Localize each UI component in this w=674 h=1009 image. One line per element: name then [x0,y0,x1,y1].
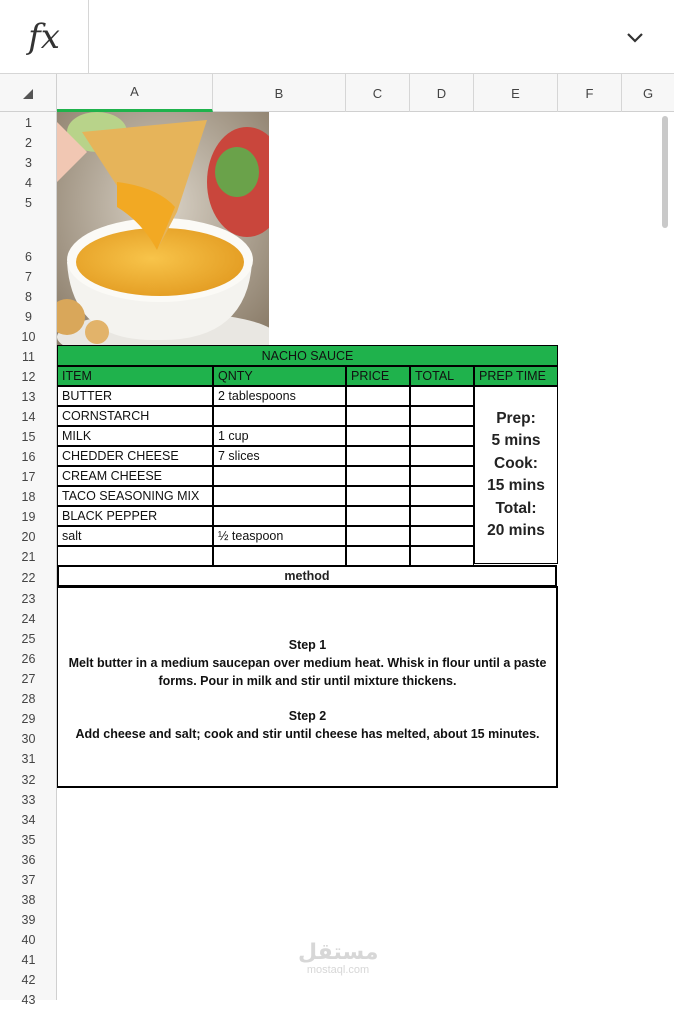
ingredient-total-cell[interactable] [410,546,474,566]
row-header-35[interactable]: 35 [21,833,36,847]
ingredient-item-cell[interactable]: MILK [57,426,213,446]
row-header-14[interactable]: 14 [21,410,36,424]
row-header-25[interactable]: 25 [21,632,36,646]
ingredient-price-cell[interactable] [346,446,410,466]
ingredient-item-cell[interactable]: BLACK PEPPER [57,506,213,526]
row-header-26[interactable]: 26 [21,652,36,666]
column-header-c[interactable]: C [346,74,410,112]
select-all-icon [22,88,34,100]
row-header-13[interactable]: 13 [21,390,36,404]
mostaql-watermark [298,940,378,980]
header-price-cell[interactable]: PRICE [346,366,410,386]
step2-title: Step 2 [288,709,327,723]
ingredient-item-cell[interactable] [57,546,213,566]
row-header-37[interactable]: 37 [21,873,36,887]
column-header-d[interactable]: D [410,74,474,112]
total-value: 20 mins [487,522,545,539]
total-label: Total: [495,499,537,517]
row-header-24[interactable]: 24 [21,612,36,626]
row-header-39[interactable]: 39 [21,913,36,927]
ingredient-total-cell[interactable] [410,426,474,446]
ingredient-price-cell[interactable] [346,406,410,426]
column-header-bar [0,74,674,112]
row-header-21[interactable]: 21 [21,550,36,564]
ingredient-item-cell[interactable]: CORNSTARCH [57,406,213,426]
select-all-corner[interactable] [0,74,57,112]
row-header-6[interactable]: 6 [25,250,32,264]
recipe-title-cell[interactable]: NACHO SAUCE [57,345,558,366]
ingredient-total-cell[interactable] [410,466,474,486]
watermark-arabic: مستقل [298,939,379,964]
ingredient-total-cell[interactable] [410,486,474,506]
ingredient-total-cell[interactable] [410,406,474,426]
row-header-15[interactable]: 15 [21,430,36,444]
watermark-latin: mostaql.com [306,964,370,976]
row-header-bar [0,112,57,1007]
row-header-41[interactable]: 41 [21,953,36,967]
ingredient-price-cell[interactable] [346,426,410,446]
step1-line1: Melt butter in a medium saucepan over medium heat. Whisk in flour until a paste [68,656,547,670]
ingredient-price-cell[interactable] [346,386,410,406]
row-header-5[interactable]: 5 [25,196,32,210]
row-header-1[interactable]: 1 [25,116,32,130]
column-header-g[interactable]: G [642,85,654,101]
ingredient-price-cell[interactable] [346,506,410,526]
ingredient-item-cell[interactable]: salt [57,526,213,546]
column-header-e[interactable]: E [474,74,558,112]
header-qnty-cell[interactable]: QNTY [213,366,346,386]
row-header-23[interactable]: 23 [21,592,36,606]
fx-icon[interactable]: fx [0,0,89,73]
column-header-f[interactable]: F [558,74,622,112]
row-header-7[interactable]: 7 [25,270,32,284]
row-header-40[interactable]: 40 [21,933,36,947]
row-header-38[interactable]: 38 [21,893,36,907]
step1-line2: forms. Pour in milk and stir until mixture thickens. [158,674,457,688]
row-header-28[interactable]: 28 [21,692,36,706]
row-header-43[interactable]: 43 [21,993,36,1007]
prep-label: Prep: [496,409,536,427]
row-header-4[interactable]: 4 [25,176,32,190]
ingredient-qnty-cell[interactable] [213,466,346,486]
row-header-22[interactable]: 22 [21,571,36,585]
ingredient-qnty-cell[interactable]: ½ teaspoon [213,526,346,546]
prep-value: 5 mins [491,432,541,449]
ingredient-item-cell[interactable]: CREAM CHEESE [57,466,213,486]
ingredient-qnty-cell[interactable] [213,506,346,526]
row-header-11[interactable]: 11 [22,350,35,364]
column-header-b[interactable]: B [213,74,346,112]
row-header-20[interactable]: 20 [21,530,36,544]
ingredient-qnty-cell[interactable] [213,546,346,566]
step2-line1: Add cheese and salt; cook and stir until cheese has melted, about 15 minutes. [75,727,540,741]
cook-value: 15 mins [487,477,545,494]
ingredient-qnty-cell[interactable]: 7 slices [213,446,346,466]
row-header-3[interactable]: 3 [25,156,32,170]
ingredient-qnty-cell[interactable]: 2 tablespoons [213,386,346,406]
row-header-34[interactable]: 34 [21,813,36,827]
ingredient-qnty-cell[interactable] [213,406,346,426]
row-header-10[interactable]: 10 [21,330,36,344]
ingredient-total-cell[interactable] [410,526,474,546]
formula-input[interactable] [96,20,606,54]
row-header-42[interactable]: 42 [21,973,36,987]
row-header-16[interactable]: 16 [21,450,36,464]
row-header-17[interactable]: 17 [21,470,36,484]
vertical-scrollbar[interactable] [662,116,668,228]
row-header-31[interactable]: 31 [21,752,36,766]
header-item-cell[interactable]: ITEM [57,366,213,386]
row-header-18[interactable]: 18 [21,490,36,504]
row-header-12[interactable]: 12 [21,370,36,384]
row-header-36[interactable]: 36 [21,853,36,867]
step1-title: Step 1 [288,638,327,652]
ingredient-qnty-cell[interactable]: 1 cup [213,426,346,446]
ingredient-total-cell[interactable] [410,506,474,526]
prep-time-cell[interactable] [474,386,558,564]
ingredient-price-cell[interactable] [346,486,410,506]
header-total-cell[interactable]: TOTAL [410,366,474,386]
row-header-9[interactable]: 9 [25,310,32,324]
row-header-32[interactable]: 32 [21,773,36,787]
column-header-a[interactable]: A [57,74,213,112]
row-header-29[interactable]: 29 [21,712,36,726]
ingredient-price-cell[interactable] [346,546,410,566]
ingredient-item-cell[interactable]: TACO SEASONING MIX [57,486,213,506]
ingredient-total-cell[interactable] [410,386,474,406]
row-header-27[interactable]: 27 [21,672,36,686]
ingredient-qnty-cell[interactable] [213,486,346,506]
row-header-30[interactable]: 30 [21,732,36,746]
ingredient-price-cell[interactable] [346,526,410,546]
row-header-8[interactable]: 8 [25,290,32,304]
ingredient-total-cell[interactable] [410,446,474,466]
ingredient-item-cell[interactable]: BUTTER [57,386,213,406]
row-header-19[interactable]: 19 [21,510,36,524]
row-header-33[interactable]: 33 [21,793,36,807]
chevron-down-icon[interactable] [620,24,650,52]
nacho-sauce-photo[interactable] [57,112,269,345]
method-header-cell[interactable]: method [57,565,557,587]
ingredient-item-cell[interactable]: CHEDDER CHEESE [57,446,213,466]
row-header-2[interactable]: 2 [25,136,32,150]
ingredient-price-cell[interactable] [346,466,410,486]
header-prep-time-cell[interactable]: PREP TIME [474,366,558,386]
cook-label: Cook: [494,454,538,472]
formula-bar [0,0,674,74]
